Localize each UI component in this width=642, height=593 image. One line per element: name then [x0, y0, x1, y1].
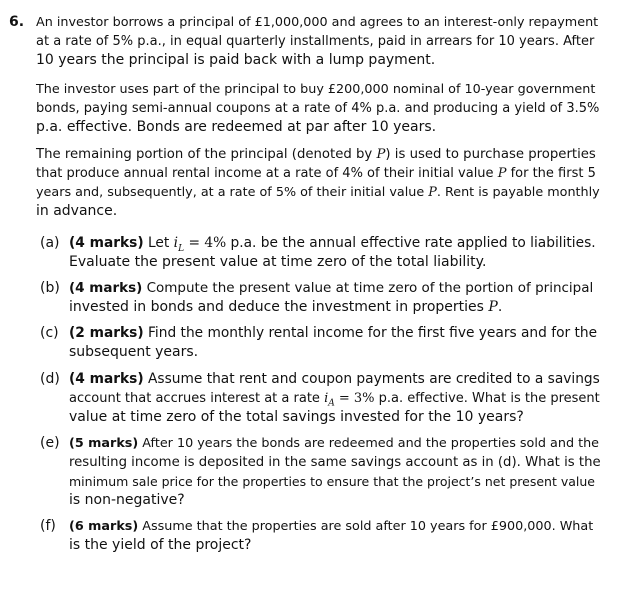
property-text: ) is used to purchase properties: [385, 147, 596, 162]
part-a-label: (a): [40, 235, 60, 251]
property-line: in advance.: [36, 203, 118, 219]
part-f-label: (f): [40, 518, 56, 534]
part-f-line: [69, 517, 602, 536]
property-text: that produce annual rental income at a rate of 4% of their initial value: [36, 166, 494, 181]
property-text: for the first 5: [510, 166, 596, 181]
part-a: [69, 234, 602, 272]
part-a-line: Evaluate the present value at time zero of the total liability.: [69, 254, 487, 270]
variable-p: P: [428, 185, 437, 200]
rate-symbol: [324, 391, 335, 409]
part-f-line: is the yield of the project?: [69, 537, 252, 553]
part-e: [69, 434, 602, 510]
marks-badge: (4 marks): [69, 280, 143, 296]
part-d: [69, 370, 602, 427]
part-d-line: [69, 370, 602, 389]
rate-subscript: L: [178, 243, 185, 254]
part-text: p.a. effective. What is the present: [378, 391, 600, 406]
variable-p: P: [497, 166, 507, 181]
part-e-line: minimum sale price for the properties to ensure that the project’s net present value: [69, 474, 596, 489]
property-line: [36, 164, 602, 183]
marks-badge: (4 marks): [69, 371, 144, 387]
part-text: p.a. be the annual effective rate applied to liabilities.: [230, 235, 596, 251]
property-line: [36, 183, 602, 202]
bonds-line: bonds, paying semi-annual coupons at a rate of 4% p.a. and producing a yield of 3.5%: [36, 101, 600, 116]
part-e-line: [69, 434, 602, 453]
intro-paragraph: [36, 13, 602, 70]
rate-subscript: A: [328, 398, 335, 409]
part-b-line: [69, 279, 602, 298]
property-text: . Rent is payable monthly: [436, 185, 600, 200]
part-d-line: value at time zero of the total savings invested for the 10 years?: [69, 409, 524, 425]
part-a-line: [69, 234, 602, 253]
bonds-paragraph: [36, 80, 602, 137]
variable-p: P: [376, 147, 386, 162]
part-text: Let: [148, 235, 170, 251]
property-paragraph: [36, 145, 602, 221]
rate-symbol-i: i: [324, 391, 329, 406]
part-text: account that accrues interest at a rate: [69, 391, 320, 406]
variable-p: P: [488, 299, 498, 315]
part-e-line: resulting income is deposited in the same savings account as in (d). What is the: [69, 455, 601, 470]
property-text: years and, subsequently, at a rate of 5% of their initial value: [36, 185, 425, 200]
part-text: Find the monthly rental income for the first five years and for the: [148, 325, 598, 341]
part-text: Compute the present value at time zero of the portion of principal: [146, 280, 594, 296]
part-e-line: is non-negative?: [69, 492, 185, 508]
part-e-label: (e): [40, 435, 60, 451]
property-line: [36, 145, 602, 164]
part-text: Assume that the properties are sold after 10 years for £900,000. What: [142, 519, 594, 534]
part-c: [69, 324, 602, 362]
part-c-label: (c): [40, 325, 59, 341]
part-f: [69, 517, 602, 555]
question-number: 6.: [9, 14, 25, 30]
part-b-label: (b): [40, 280, 60, 296]
marks-badge: (4 marks): [69, 235, 144, 251]
part-text: invested in bonds and deduce the investment in properties: [69, 299, 484, 315]
intro-line: at a rate of 5% p.a., in equal quarterly installments, paid in arrears for 10 years. After: [36, 34, 595, 49]
intro-line: 10 years the principal is paid back with a lump payment.: [36, 52, 436, 68]
rate-value: = 3%: [338, 391, 375, 406]
part-d-label: (d): [40, 371, 60, 387]
part-c-line: subsequent years.: [69, 344, 199, 360]
part-b: [69, 279, 602, 317]
part-text: .: [497, 299, 503, 315]
rate-value: = 4%: [188, 235, 227, 251]
marks-badge: (6 marks): [69, 519, 139, 534]
intro-line: An investor borrows a principal of £1,000,000 and agrees to an interest-only repayment: [36, 15, 599, 30]
bonds-line: p.a. effective. Bonds are redeemed at par after 10 years.: [36, 119, 437, 135]
rate-symbol-i: i: [173, 235, 179, 251]
bonds-line: The investor uses part of the principal to buy £200,000 nominal of 10-year government: [36, 82, 596, 97]
part-c-line: [69, 324, 602, 343]
marks-badge: (5 marks): [69, 436, 139, 451]
part-text: Assume that rent and coupon payments are credited to a savings: [148, 371, 600, 387]
part-d-line: [69, 389, 602, 408]
property-text: The remaining portion of the principal (denoted by: [36, 147, 373, 162]
rate-symbol: [173, 235, 185, 254]
part-text: After 10 years the bonds are redeemed and the properties sold and the: [142, 436, 600, 451]
marks-badge: (2 marks): [69, 325, 144, 341]
part-b-line: [69, 298, 602, 317]
